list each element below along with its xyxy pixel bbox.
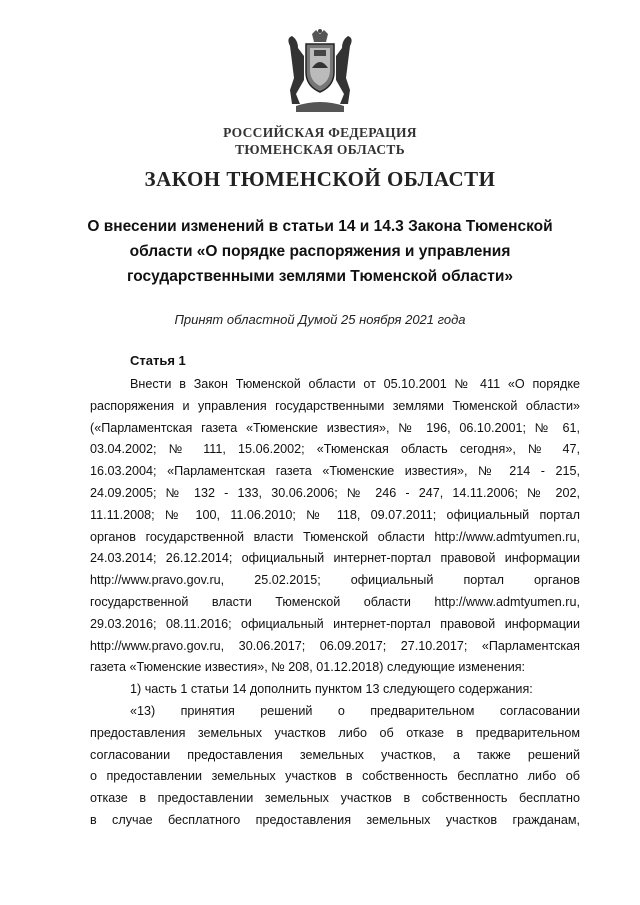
law-title: ЗАКОН ТЮМЕНСКОЙ ОБЛАСТИ xyxy=(144,167,496,191)
body-line: предоставления земельных участков либо об отказе в предварительном xyxy=(90,725,580,740)
body-line: отказе в предоставлении земельных участков в собственность бесплатно xyxy=(90,791,580,806)
article-body xyxy=(90,374,580,832)
body-line: согласовании предоставления земельных участков, а также решений xyxy=(90,747,580,762)
body-line: 16.03.2004; «Парламентская газета «Тюменские известия», № 214 - 215, xyxy=(90,464,580,479)
body-line: 29.03.2016; 08.11.2016; официальный интернет-портал правовой информации xyxy=(90,616,580,631)
law-subject-line: государственными землями Тюменской области» xyxy=(127,268,513,285)
body-line: 24.03.2014; 26.12.2014; официальный интернет-портал правовой информации xyxy=(90,551,580,566)
body-line: Внести в Закон Тюменской области от 05.10.2001 № 411 «О порядке xyxy=(130,377,580,391)
body-line: «13) принятия решений о предварительном согласовании xyxy=(130,703,580,718)
body-line: в случае бесплатного предоставления земельных участков гражданам, xyxy=(90,812,580,827)
body-line: органов государственной власти Тюменской области http://www.admtyumen.ru, xyxy=(90,529,580,544)
body-line: http://www.pravo.gov.ru, 30.06.2017; 06.09.2017; 27.10.2017; «Парламентская xyxy=(90,638,580,653)
region-name: ТЮМЕНСКАЯ ОБЛАСТЬ xyxy=(235,142,405,157)
body-line: о предоставлении земельных участков в собственность бесплатно либо об xyxy=(90,769,580,784)
body-line: 24.09.2005; № 132 - 133, 30.06.2006; № 246 - 247, 14.11.2006; № 202, xyxy=(90,485,580,500)
body-line: государственной власти Тюменской области http://www.admtyumen.ru, xyxy=(90,594,580,609)
body-line: 03.04.2002; № 111, 15.06.2002; «Тюменская область сегодня», № 47, xyxy=(90,442,580,457)
law-subject xyxy=(70,214,570,289)
adoption-note: Принят областной Думой 25 ноября 2021 года xyxy=(174,312,466,327)
body-line: http://www.pravo.gov.ru, 25.02.2015; официальный портал органов xyxy=(90,573,580,588)
country-name: РОССИЙСКАЯ ФЕДЕРАЦИЯ xyxy=(223,125,417,140)
body-line: 11.11.2008; № 100, 11.06.2010; № 118, 09.07.2011; официальный портал xyxy=(90,507,580,522)
body-line: («Парламентская газета «Тюменские известия», № 196, 06.10.2001; № 61, xyxy=(90,420,580,435)
coat-of-arms-icon xyxy=(282,28,358,114)
law-subject-line: области «О порядке распоряжения и управления xyxy=(129,243,511,260)
article-heading: Статья 1 xyxy=(130,353,186,368)
body-line: 1) часть 1 статьи 14 дополнить пунктом 13 следующего содержания: xyxy=(130,682,533,697)
body-line: распоряжения и управления государственными землями Тюменской области» xyxy=(90,398,580,413)
law-subject-line: О внесении изменений в статьи 14 и 14.3 Закона Тюменской xyxy=(87,218,553,235)
body-line: газета «Тюменские известия», № 208, 01.12.2018) следующие изменения: xyxy=(90,660,526,675)
